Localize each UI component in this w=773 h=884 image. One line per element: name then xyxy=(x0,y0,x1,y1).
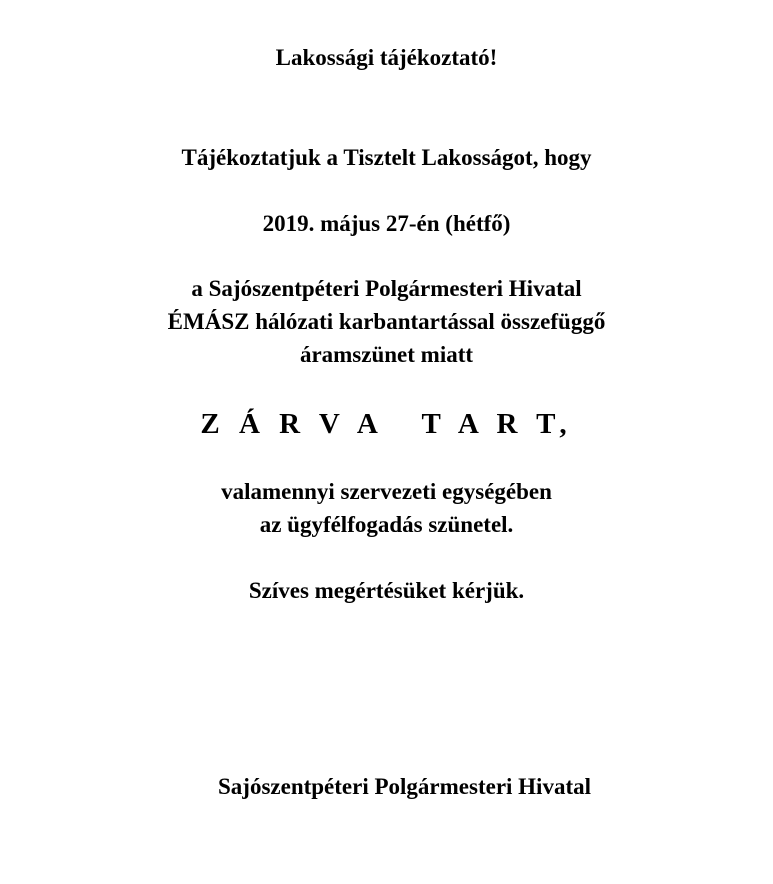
date-text: 2019. május 27-én (hétfő) xyxy=(262,211,511,236)
reason-line-3: áramszünet miatt xyxy=(299,342,474,367)
notice-title: Lakossági tájékoztató! xyxy=(275,45,498,70)
intro-text: Tájékoztatjuk a Tisztelt Lakosságot, hogy xyxy=(181,145,592,170)
detail-line-2: az ügyfélfogadás szünetel. xyxy=(259,512,514,537)
detail-line-1: valamennyi szervezeti egységében xyxy=(221,479,552,504)
reason-line-2: ÉMÁSZ hálózati karbantartással összefüggő xyxy=(167,309,606,334)
reason-line-1: a Sajószentpéteri Polgármesteri Hivatal xyxy=(191,276,582,301)
signature: Sajószentpéteri Polgármesteri Hivatal xyxy=(218,774,591,799)
closed-heading: Z Á R V A T A R T, xyxy=(200,408,573,440)
closing-text: Szíves megértésüket kérjük. xyxy=(248,578,525,603)
